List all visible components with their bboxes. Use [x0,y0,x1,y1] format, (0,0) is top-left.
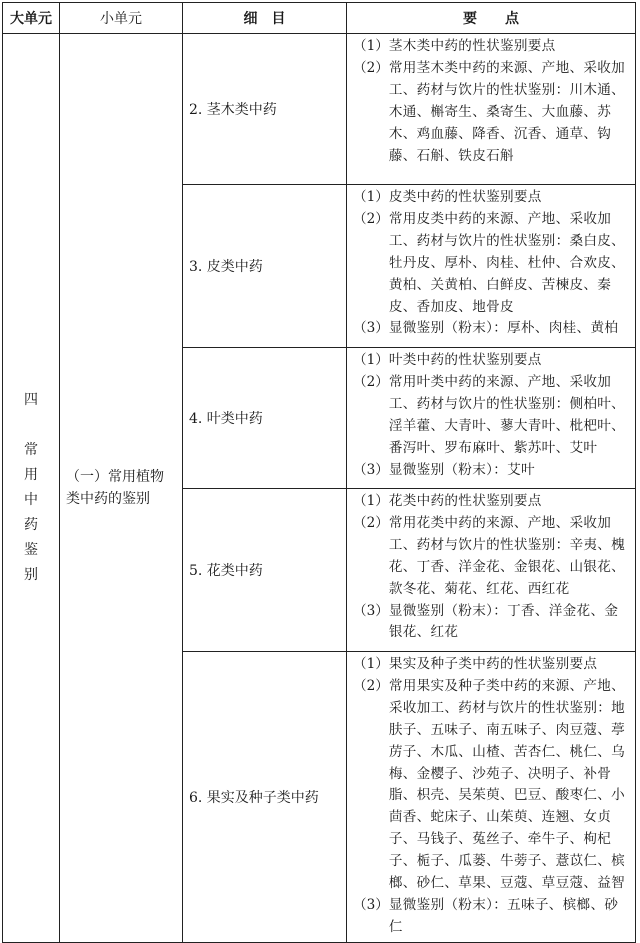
point-number: （3） [353,461,389,478]
point-text: 显微鉴别（粉末）：丁香、洋金花、金银花、红花 [388,602,619,641]
point-number: （2） [353,514,389,531]
point-item [353,58,631,168]
detail-cell: 3. 皮类中药 [183,185,347,348]
unit-title-char: 别 [24,566,38,583]
point-number: （2） [353,210,389,227]
point-item [353,491,631,513]
detail-cell: 5. 花类中药 [183,489,347,652]
point-item [353,350,631,372]
point-number: （2） [353,677,389,694]
point-item [353,187,631,209]
header-row [3,3,636,34]
point-item [353,895,631,939]
key-points-cell [347,489,636,652]
point-item [353,513,631,601]
key-points-cell [347,185,636,348]
detail-cell: 6. 果实及种子类中药 [183,652,347,943]
point-text: 茎木类中药的性状鉴别要点 [388,38,556,54]
point-number: （3） [353,896,389,913]
point-item [353,318,631,340]
point-item [353,460,631,482]
point-number: （1） [353,38,389,54]
point-text: 显微鉴别（粉末）：艾叶 [388,461,535,478]
point-item [353,372,631,460]
table-row [3,34,636,185]
point-number: （3） [353,320,389,337]
point-text: 果实及种子类中药的性状鉴别要点 [388,656,598,672]
header-major-unit: 大单元 [3,3,60,34]
point-text: 常用叶类中药的来源、产地、采收加工、药材与饮片的性状鉴别：侧柏叶、淫羊藿、大青叶、蓼大青叶、枇杷叶、番泻叶、罗布麻叶、紫苏叶、艾叶 [388,373,626,456]
point-text: 皮类中药的性状鉴别要点 [388,189,542,205]
point-item [353,209,631,319]
point-text: 常用茎木类中药的来源、产地、采收加工、药材与饮片的性状鉴别：川木通、木通、槲寄生、桑寄生、大血藤、苏木、鸡血藤、降香、沉香、通草、钩藤、石斛、铁皮石斛 [388,59,626,164]
point-number: （1） [353,656,389,672]
unit-title-char: 鉴 [24,541,38,558]
point-item [353,601,631,645]
syllabus-document [2,2,638,935]
point-text: 常用果实及种子类中药的来源、产地、采收加工、药材与饮片的性状鉴别：地肤子、五味子、南五味子、肉豆蔻、葶苈子、木瓜、山楂、苦杏仁、桃仁、乌梅、金樱子、沙苑子、决明子、补骨脂、枳壳、吴茱萸、巴豆、酸枣仁、小茴香、蛇床子、山茱萸、连翘、女贞子、马钱子、菟丝子、牵牛子、枸杞子、栀子、瓜蒌、牛蒡子、薏苡仁、槟榔、砂仁、草果、豆蔻、草豆蔻、益智 [388,677,626,892]
point-number: （2） [353,59,389,76]
point-text: 显微鉴别（粉末）：厚朴、肉桂、黄柏 [388,320,619,337]
point-item [353,654,631,676]
point-number: （1） [353,493,389,509]
point-item [353,676,631,895]
point-text: 叶类中药的性状鉴别要点 [388,352,542,368]
point-text: 花类中药的性状鉴别要点 [388,493,542,509]
point-text: 常用花类中药的来源、产地、采收加工、药材与饮片的性状鉴别：辛夷、槐花、丁香、洋金花、金银花、山银花、款冬花、菊花、红花、西红花 [388,514,626,597]
unit-title-char: 常 [24,441,38,458]
minor-unit-cell: （一）常用植物类中药的鉴别 [60,34,183,943]
point-item [353,36,631,58]
unit-title-char: 中 [24,491,38,508]
header-minor-unit: 小单元 [60,3,183,34]
key-points-cell [347,34,636,185]
detail-cell: 4. 叶类中药 [183,348,347,489]
syllabus-table [2,2,636,943]
detail-cell: 2. 茎木类中药 [183,34,347,185]
unit-number: 四 [24,391,38,408]
header-key-points: 要 点 [347,3,636,34]
point-number: （1） [353,189,389,205]
key-points-cell [347,652,636,943]
key-points-cell [347,348,636,489]
point-text: 显微鉴别（粉末）：五味子、槟榔、砂仁 [388,896,619,935]
point-number: （3） [353,602,389,619]
major-unit-cell [3,34,60,943]
point-number: （2） [353,373,389,390]
header-detail: 细 目 [183,3,347,34]
unit-title-char: 药 [24,516,38,533]
point-text: 常用皮类中药的来源、产地、采收加工、药材与饮片的性状鉴别：桑白皮、牡丹皮、厚朴、肉桂、杜仲、合欢皮、黄柏、关黄柏、白鲜皮、苦楝皮、秦皮、香加皮、地骨皮 [388,210,626,315]
point-number: （1） [353,352,389,368]
unit-title-char: 用 [24,466,38,483]
